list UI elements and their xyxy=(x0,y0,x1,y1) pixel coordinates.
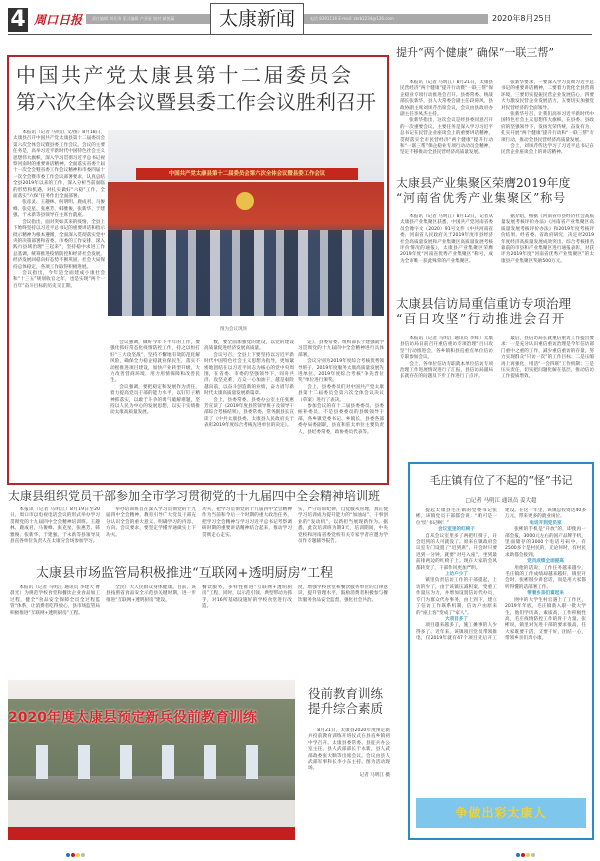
org-col-1: 本报讯（记者 马明江）8月19日至20日，周口市以电视电话会议的形式举办学习贯彻党的十九届四中全会精神培训班。王趣林、鹿成君、马俊峰、张克星、张惠芳、韩雅俊、张新华、于建强、于永新等县领导及县直各单位负责人在太康分会场参加学习。 xyxy=(10,507,100,545)
org-col-3: 功夫，把学习贯彻党的十九届四中全会精神作为当前和今后一个时期的重大政治任务，把学习全会精神与学习习近平总书记考察调研时期的重要讲话精神结合起来，推动学习贯彻走心走实。 xyxy=(202,507,292,538)
market-col-1: 本报讯（记者 马明江 通讯员 李建大 曹晨光）为规范学校食堂和餐饮企业食品加工过程，健全“食品安全保障全员全过程监管”体系，让消费者吃得放心，县市场监管局积极推进“互联网+透明厨房”工程。 xyxy=(10,585,100,616)
paragraph: 最后，县信访局长就重信重访工作提出要求：一是充分认识重信重访治理是今年信访部门重中之重的工作，减少重信重访的存量，努力实现群众“只访一次”的工作目标；二是压缩再上再强化，用活“一会四联”工作机制；三是压实责任，切实把问题化解在基层，推动信访工作提质增效。 xyxy=(501,336,594,380)
lead-col-4 xyxy=(298,340,384,480)
training-title xyxy=(308,686,394,716)
market-col-4: 度，增强学校食堂和餐饮服务单位的自律意识，提升管理水平，鼓励消费者积极参与餐饮服务食品安全监督，强化社会共治。 xyxy=(298,585,388,603)
right3-title xyxy=(396,296,596,326)
feature-body xyxy=(416,508,586,794)
org-article-title: 太康县组织党员干部参加全市学习贯彻党的十九届四中全会精神培训班 xyxy=(8,489,381,503)
right3-title-line2: “百日攻坚”行动推进会召开 xyxy=(396,311,566,326)
lead-title-line1: 中国共产党太康县第十二届委员会 xyxy=(16,63,354,87)
market-col-2: 全民广大人民群众身体健康。目前，该县按照省食品安全示范县关键时期，进一步推进“互联网+透明厨房”建设。 xyxy=(106,585,196,603)
paragraph: 用他的话说，工作任务越来越少，毛庄镇的工作成绩却越来越好，镇里开会时，张彬很少讲套话，而是用大家都听得懂的话部署工作。 xyxy=(505,565,586,590)
paragraph: 会议指出，面对突如其来的疫情，全县上下始终坚持以习近平总书记的重要讲话和指示批示精神为根本遵循，全面深入贯彻落实党中央的决策部署和省委、市委的工作安排，深入践行县域治理“三起来”，坚持稳中求进工作总基调，统筹推进疫情防控和经济社会发展，经济发展回稳向好态势不断巩固，社会大局保持总体稳定，各项工作取得积极进展。 xyxy=(13,219,105,270)
photo-banner: 中国共产党太康县第十二届委员会第六次全体会议暨县委工作会议 xyxy=(136,168,358,180)
paragraph: 本报讯（记者 马明江）8月12日，记者从太康县产业集聚区获悉，中国共产党河南省委员会豫字文（2020）91号文件《中共河南省委、河南省人民政府关于2019年度市县经济社会高质量发展和产业集聚区高质量发展考核评价情况的通报》，太康县产业集聚区荣膺2019年度“河南省优秀产业集聚区”称号，成为全市唯一获此殊荣的产业集聚区。 xyxy=(400,214,493,264)
feature-subheading: 会议室里的红椅子 xyxy=(438,527,475,533)
paragraph: 会上，县委常委、县委办公室主任张惠芳宣读了《2019年度县管领导班子及领导干部综合考核结果》，县委常委、常务副县长宣读了《中共太康县委、太康县人民政府关于表彰2019年度综合考核先进单位的决定》。 xyxy=(204,397,294,429)
audience xyxy=(108,230,384,316)
org-col-2: 举办培训班旨在深入学习贯彻党的十九届四中全会精神，教育引导广大党员干部充分认识全会的重大意义，明确学习的内容、方向。会议要求，要坚定学懂弄通做实上下功夫。 xyxy=(106,507,196,538)
paragraph: 会议分别为2019年度综合考核优秀领导班子、2019年度服务太康高质量发展先进单位、2019年度综合考核“争先晋位奖”单位进行颁奖。 xyxy=(298,359,384,384)
paragraph: 数，要全面加强党的建设，以党的建设高质量促进经济发展高质量。 xyxy=(204,340,294,352)
paragraph: 会议强调，要把稳定和发展作为责任，着力提高党员干部的能力水平，以钉钉子精神抓落实，以敢于斗争的勇气破解难题，坚持以人民为中心的发展思想，以实干实绩推动太康高质量发展。 xyxy=(110,384,200,416)
feature-subheading: 带着乡亲们富起来 xyxy=(527,591,564,597)
paragraph: 8月21日，太康县2020年度预定新兵役前教育训练开班仪式在县直乡镇初中学召开。太康县委常委、县征兵办公室主任，县人武部部长于永新，县人武部政委张大顺等出席会议。会议由县人武部军事科长李小东主持。图为活动现场。 xyxy=(308,728,390,772)
paragraph: 张新华号召，让我们高举习近平新时代中国特色社会主义思想伟大旗帜，在县委、县政府的坚强领导下，发扬光荣传统，奋发有为，扎实开展“两个健康”提升行动和“一联三帮”专项行动，推动全县民营经济高质量发展。 xyxy=(501,112,594,143)
paragraph: 会上，各单位信访专职就本单位信访专项治理工作进展情况进行了汇报，县信访局副局长就存在的问题及下步工作进行了点评。 xyxy=(400,361,493,380)
feature-banner-text: 争做出彩太康人 xyxy=(455,806,547,820)
paragraph: 本报讯（记者 马明江 通讯员 李辉）太康县信访局日前召开重信重访专项治理“百日攻坚”行动推进会，各乡镇和县直重点单位信访专职参加会议。 xyxy=(400,336,493,361)
paragraph: 张新华指出，这次会议是经县委同意召开的一次重要会议。主要任务是深入学习习近平总书记在民营企业座谈会上的重要讲话精神，贯彻落实全市民营经济“两个健康”提升行动和“一联三帮”保企稳业专项行动动员会精神，坚定不移推动全县民营经济高质量发展。 xyxy=(400,118,493,156)
right3-title-line1: 太康县信访局重信重访专项治理 xyxy=(396,296,572,311)
page-number: 4 xyxy=(8,8,28,32)
issue-date: 2020年8月25日 xyxy=(492,14,552,23)
paragraph: 会议强调，做好今年下半年的工作，要强化抓好常态化疫情防控工作，持之以恒打好“三大攻坚战”，坚持不懈地有效防范化解风险，确保全力稳企稳就业保民生，落实不动摇推进项目建设，加快产业转型升级，大力改善营商环境，用力用情保障和改善民生。 xyxy=(110,340,200,384)
paragraph: 会议号召，全县上下要坚持以习近平新时代中国特色社会主义思想为指导，更加紧密地团结在以习近平同志为核心的党中央周围，在省委、市委的坚强领导下，同舟共济、攻坚克难，万众一心加油干，越是艰险越向前，以奋斗创造新的业绩，奋力谱写新时代太康高质量发展新篇章。 xyxy=(204,352,294,397)
color-registration-marks xyxy=(66,842,86,861)
right2-title-line2: “河南省优秀产业集聚区”称号 xyxy=(396,191,567,205)
market-col-3: 餐饮服务，多样性推进“互联网+透明厨房”工程，同时，以示范引领、典型带动为抓手，对16所基础设施好的学校食堂进行改造。 xyxy=(202,585,292,610)
right1-body xyxy=(400,80,594,168)
paragraph: 会上，刘凤芹传达学习了习近平总书记在民营企业座谈会上的讲话精神。 xyxy=(501,144,594,156)
paragraph: 定》，县委常委、组织部长于建强就学习贯彻党的十九届四中全会精神进行具体部署。 xyxy=(298,340,384,358)
paragraph: 张新华要求，一要深入学习贯彻习近平总书记的重要讲话精神，二要着力优化全县营商环境，三要切实提振民营企业发展信心，四要大力激发民营企业发展活力，五要切实加强党对民营经济的全面领导。 xyxy=(501,80,594,111)
feature-subheading: 大项目多了 xyxy=(445,616,468,622)
lead-col-1 xyxy=(13,130,105,480)
party-emblem-icon xyxy=(236,192,254,210)
lead-col-2 xyxy=(110,340,200,480)
feature-byline: □记者 马明江 通讯员 姜大超 xyxy=(465,498,537,504)
paragraph: 网中的大学生村官遇上了工作区，2019年年底，毛庄镇新入职一批大学生，他们学历高，素质高，工作积极性高，毛庄疫情防控工作的骨干力量。张彬说，镇里对先进干部的要求很高，任大家既要干活，又要干好，团结一心，带领乡亲们奔小康。 xyxy=(505,597,586,642)
color-registration-marks xyxy=(516,842,536,861)
training-title-line1: 役前教育训练 xyxy=(308,686,384,701)
paragraph: 据介绍，根据《河南省市县经济社会高质量发展考核评价办法》《河南省产业集聚区高质量发展考核评价办法》和2019年度考核评价结果，经省委、省政府研究，决定对2019年度经济高质量发展成效突出、综合考核排名靠前的市县和产业集聚区进行通报表彰，对获评为2019年度“河南省优秀产业集聚区”的太康县产业集聚区奖励500万元。 xyxy=(501,214,594,264)
paragraph: 项目越来越多了，施工摊事的人少得多了。近年来，该镇项目党员带领推电，仅2019年就有47个项目先后开工建设。在这一年里，该镇总投资达40多万元，带来更多的就业岗位。 xyxy=(416,508,586,642)
feature-subheading: 上访户少了 xyxy=(445,572,468,578)
paragraph: 参加会议的有十二届县委委员、县委候补委员，不是县委委员的县级领导干部，各乡镇党委书记、乡镇长，县委各部委办局委副职，县直和驻太单位主要负责人，县纪委常委，政协委员代表等。 xyxy=(298,404,384,435)
org-col-4: 实，严守培训纪律，自觉服从管理，真正使学习培训成为提升能力的“加油站”、干事创业的“发动机”，以新担当展现新作为。据悉，此次培训班为期3天，培训期间，中央党校和河南省委党校有关专家学者应邀为学员作专题辅导报告。 xyxy=(298,507,388,545)
feature-banner xyxy=(416,798,586,828)
photo-credit: 记者 马明江 摄 xyxy=(359,772,390,778)
right2-body xyxy=(400,214,594,280)
feature-title: 毛庄镇有位了不起的“怪”书记 xyxy=(429,474,573,487)
section-title: 太康新闻 xyxy=(210,3,304,35)
masthead-rule xyxy=(8,34,592,35)
paragraph: 张彦灵、王趣林、何明明、鹿成君、马俊峰、张克星、张惠芳、韩雅俊、张新华、于建强、于永新等县领导在主席台就座。 xyxy=(13,200,105,219)
right3-body xyxy=(400,336,594,452)
right2-title-line1: 太康县产业集聚区荣膺2019年度 xyxy=(396,176,571,190)
lead-col-3 xyxy=(204,340,294,480)
training-photo xyxy=(8,680,295,840)
feature-subheading: 党员成绩全面提高 xyxy=(527,559,564,565)
training-body xyxy=(308,728,390,794)
right1-title: 提升“两个健康” 确保“一联三帮” xyxy=(396,46,554,59)
paragraph: 本报讯（记者 马明江 文/图）8月18日，太康县召开中国共产党太康县第十二届委员会第六次全体会议暨县委工作会议。会议的主要任务是，高举习近平新时代中国特色社会主义思想伟大旗帜，深入学习贯彻习近平总书记视察河南时的重要讲话精神，全面落实省委十届十一次全会暨省委工作会议精神和市委四届十一次全会暨市委工作会议部署要求，认真总结全县2019年以来的工作，深入分析当前面临的形势和机遇，对扎实做好“六稳”工作、全面落实“六保”任务作出全面部署。 xyxy=(13,130,105,200)
paragraph: 会议指出，今年是全面建成小康社会和“十三五”规划收官之年，也是实现“两个一百年”奋斗目标的历史交汇期。 xyxy=(13,270,105,289)
lead-title xyxy=(16,62,382,116)
feature-subheading: 电话开到党员家 xyxy=(529,520,562,526)
lead-photo xyxy=(108,130,384,316)
paragraph: 自从会议室里多了两把红椅子，开会迟到的人可就没了。原来在镇政府会议室专门设置了“迟到席”，开会时只要迟到一分钟，就要“对号入座”，坐到最前排两边的红椅子上。现在大家的会风都转变了，干部作风更加严明。 xyxy=(416,533,497,571)
market-article-title: 太康县市场监管局积极推进“互联网+透明厨房”工程 xyxy=(36,566,334,581)
right2-title xyxy=(396,176,596,206)
lead-title-line2: 第六次全体会议暨县委工作会议胜利召开 xyxy=(16,90,376,114)
photo-caption: 图为会议现场 xyxy=(220,327,247,332)
photo-banner: 2020年度太康县预定新兵役前教育训练 xyxy=(8,710,257,726)
contact-bar: 电话 8391116 E-mail: zkrb1234@126.com xyxy=(304,14,488,24)
feature-article xyxy=(408,462,594,840)
paper-logo: 周口日报 xyxy=(34,13,83,27)
paragraph: 张彬的手机是“开放”的，即使再一部会报，3000元左右的国产品牌手机，里面储存的3000个电话号码中，有2500多个是村民的，无论何时，有村民求助都会接到。 xyxy=(505,527,586,558)
paragraph: 本报讯（记者 马明江）8月21日，太康县民营经济“两个健康”提升行动暨“一联三帮”保企稳业专项行动推进会召开。县委常委、统战部长张新华，县人大常委会副主任段荷风，县政协副主席刘凤芹出席会议，会议由县政府办副主任李凤杰主持。 xyxy=(400,80,493,118)
paragraph: 提起太康县毛庄镇的党委书记张彬，该镇党员干部都会说：“咱可是一位‘怪’书记啊！” xyxy=(416,508,497,526)
paragraph: 镇里负责信访工作的干部提起，上访的少了，由于该镇压减积案，变重工作量压为力，并增加设置信访代办员，专门为群众代办事务，由上到下，建立了信访工作联系机制，信访户由原来的“座上客”变成了“家人”。 xyxy=(416,578,497,616)
editors-bar: 责任编辑 刘亚涛 见习编辑 卢亚星 校对 郝悦藁 xyxy=(86,14,210,24)
paragraph: 会上，县委委员们对中国共产党太康县第十二届委员会第六次全体会议决议（草案）进行了表决。 xyxy=(298,384,384,403)
training-title-line2: 提升综合素质 xyxy=(308,701,384,716)
officials-row xyxy=(26,745,286,779)
